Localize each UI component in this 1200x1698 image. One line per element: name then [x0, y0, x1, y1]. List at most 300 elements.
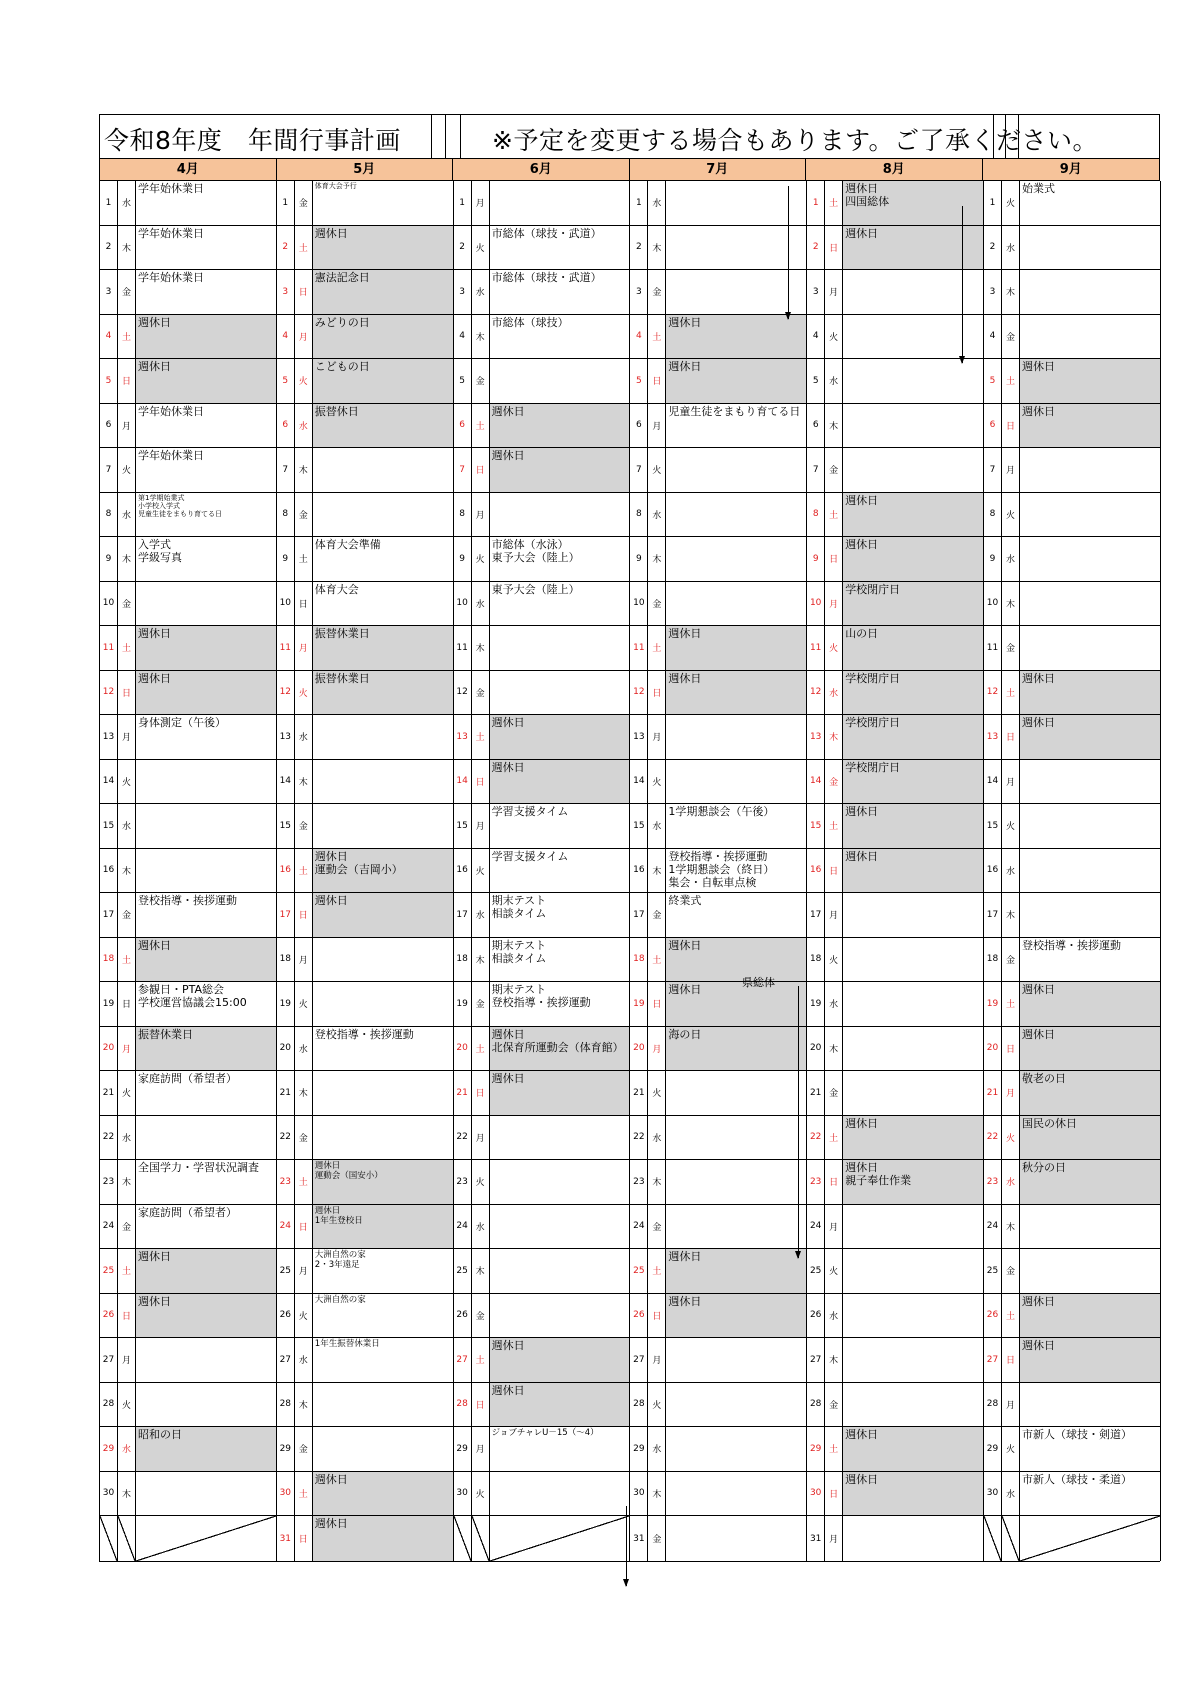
day-number: 31	[277, 1516, 295, 1561]
day-number: 11	[807, 626, 825, 670]
day-number: 17	[277, 893, 295, 937]
day-row	[100, 671, 276, 716]
day-row	[277, 1516, 453, 1561]
weekday: 月	[118, 1027, 136, 1071]
day-number: 4	[630, 315, 648, 359]
day-number: 29	[984, 1427, 1002, 1471]
day-number: 16	[984, 849, 1002, 893]
weekday: 金	[472, 1294, 490, 1338]
event-cell	[666, 582, 806, 626]
weekday: 日	[648, 359, 666, 403]
day-row	[630, 671, 806, 716]
weekday: 水	[1002, 226, 1020, 270]
event-cell	[666, 226, 806, 270]
day-row	[454, 671, 630, 716]
weekday: 月	[118, 715, 136, 759]
event-cell	[1020, 315, 1160, 359]
day-row	[100, 1027, 276, 1072]
day-number: 5	[454, 359, 472, 403]
day-row	[807, 582, 983, 627]
day-row	[807, 1205, 983, 1250]
day-number: 25	[807, 1249, 825, 1293]
day-number: 21	[100, 1071, 118, 1115]
weekday: 金	[118, 270, 136, 314]
day-row	[454, 715, 630, 760]
day-row	[630, 1160, 806, 1205]
event-cell: 海の日	[666, 1027, 806, 1071]
title-divider	[431, 115, 432, 158]
day-number: 8	[984, 493, 1002, 537]
day-number: 28	[454, 1383, 472, 1427]
day-row	[277, 404, 453, 449]
event-cell: 学校閉庁日	[843, 582, 983, 626]
day-number: 30	[630, 1472, 648, 1516]
event-cell: 週休日	[136, 359, 276, 403]
day-number: 21	[630, 1071, 648, 1115]
event-cell: 週休日	[666, 315, 806, 359]
day-number: 16	[630, 849, 648, 893]
day-row	[630, 1205, 806, 1250]
day-number: 18	[807, 938, 825, 982]
day-number: 20	[454, 1027, 472, 1071]
day-row	[454, 181, 630, 226]
weekday: 金	[295, 804, 313, 848]
event-cell: 週休日	[313, 1516, 453, 1561]
day-row	[630, 893, 806, 938]
weekday: 金	[825, 448, 843, 492]
day-row	[100, 1383, 276, 1428]
day-number: 20	[100, 1027, 118, 1071]
day-row	[100, 626, 276, 671]
event-cell: 憲法記念日	[313, 270, 453, 314]
event-cell	[313, 493, 453, 537]
day-number: 15	[277, 804, 295, 848]
weekday: 日	[295, 1205, 313, 1249]
day-row	[454, 1294, 630, 1339]
day-row	[100, 315, 276, 360]
weekday: 月	[648, 1338, 666, 1382]
weekday: 土	[648, 626, 666, 670]
calendar-grid-wrap	[99, 181, 1160, 1562]
day-row	[454, 1383, 630, 1428]
weekday: 月	[472, 493, 490, 537]
day-row	[100, 537, 276, 582]
day-number: 29	[100, 1427, 118, 1471]
event-cell	[843, 1205, 983, 1249]
day-number: 8	[454, 493, 472, 537]
event-cell: 学年始休業日	[138, 182, 204, 195]
event-cell: 週休日	[843, 493, 983, 537]
event-cell: 週休日	[490, 1338, 630, 1382]
duration-arrow	[962, 206, 963, 363]
event-cell: 週休日	[136, 671, 276, 715]
weekday: 日	[472, 1071, 490, 1115]
day-row	[277, 1383, 453, 1428]
day-number: 1	[984, 181, 1002, 225]
day-row	[100, 226, 276, 271]
day-row	[984, 493, 1160, 538]
notice-text: ※予定を変更する場合もあります。ご了承ください。	[492, 126, 1098, 155]
day-row	[454, 1249, 630, 1294]
day-number: 22	[807, 1116, 825, 1160]
event-cell	[843, 982, 983, 1026]
weekday: 日	[118, 359, 136, 403]
weekday: 土	[472, 1027, 490, 1071]
event-cell	[1020, 226, 1160, 270]
day-row	[630, 715, 806, 760]
day-number: 5	[277, 359, 295, 403]
weekday: 土	[295, 537, 313, 581]
event-cell	[666, 1116, 806, 1160]
weekday: 水	[118, 1427, 136, 1471]
day-number	[100, 1516, 118, 1561]
day-row	[984, 270, 1160, 315]
event-cell	[666, 1071, 806, 1115]
day-row	[100, 1427, 276, 1472]
day-row	[807, 982, 983, 1027]
event-cell	[666, 1516, 806, 1561]
day-row	[454, 1338, 630, 1383]
event-cell	[1020, 582, 1160, 626]
event-cell	[136, 760, 276, 804]
event-cell: 期末テスト 登校指導・挨拶運動	[491, 983, 591, 1009]
day-number: 21	[454, 1071, 472, 1115]
weekday: 木	[825, 1027, 843, 1071]
weekday: 金	[118, 582, 136, 626]
day-row	[454, 1472, 630, 1517]
day-row	[454, 270, 630, 315]
day-number: 21	[277, 1071, 295, 1115]
day-number: 19	[984, 982, 1002, 1026]
event-cell: 学年始休業日	[138, 271, 204, 284]
day-number: 12	[630, 671, 648, 715]
event-cell: 週休日	[1020, 1294, 1160, 1338]
event-cell	[136, 1383, 276, 1427]
weekday: 水	[1002, 1472, 1020, 1516]
event-cell: 週休日 1年生登校日	[313, 1205, 453, 1249]
day-row	[807, 448, 983, 493]
day-row	[984, 1071, 1160, 1116]
event-cell	[666, 448, 806, 492]
month-column	[630, 181, 807, 1561]
day-row	[984, 1249, 1160, 1294]
event-cell	[313, 1383, 453, 1427]
weekday: 木	[118, 1472, 136, 1516]
day-row	[454, 315, 630, 360]
weekday: 土	[1002, 671, 1020, 715]
event-cell: 大洲自然の家	[314, 1294, 366, 1305]
weekday: 水	[1002, 849, 1020, 893]
event-cell	[843, 1249, 983, 1293]
event-cell	[1020, 760, 1160, 804]
weekday: 土	[648, 938, 666, 982]
day-number: 21	[807, 1071, 825, 1115]
day-row	[277, 804, 453, 849]
weekday: 火	[472, 537, 490, 581]
day-number: 23	[277, 1160, 295, 1204]
day-row	[100, 1338, 276, 1383]
day-row	[454, 404, 630, 449]
day-number: 28	[630, 1383, 648, 1427]
day-row	[454, 1160, 630, 1205]
event-cell	[1020, 493, 1160, 537]
day-number: 19	[100, 982, 118, 1026]
day-number: 18	[454, 938, 472, 982]
day-row	[277, 270, 453, 315]
weekday: 金	[825, 1383, 843, 1427]
day-row	[984, 315, 1160, 360]
day-row	[807, 404, 983, 449]
day-number: 22	[984, 1116, 1002, 1160]
weekday: 火	[825, 1249, 843, 1293]
day-row	[807, 1027, 983, 1072]
day-row	[984, 1294, 1160, 1339]
weekday: 月	[472, 804, 490, 848]
day-row	[454, 226, 630, 271]
day-number: 9	[100, 537, 118, 581]
day-number: 5	[984, 359, 1002, 403]
event-cell	[843, 1516, 983, 1561]
day-row	[630, 270, 806, 315]
day-row	[807, 226, 983, 271]
day-number: 25	[454, 1249, 472, 1293]
day-row	[630, 1116, 806, 1161]
day-number: 12	[984, 671, 1002, 715]
event-cell: 週休日	[313, 226, 453, 270]
day-row	[277, 1027, 453, 1072]
day-row	[454, 582, 630, 627]
event-cell	[490, 1472, 630, 1516]
day-row	[984, 893, 1160, 938]
weekday: 日	[118, 1294, 136, 1338]
weekday: 水	[472, 582, 490, 626]
day-number: 26	[984, 1294, 1002, 1338]
day-number: 24	[984, 1205, 1002, 1249]
day-number: 26	[454, 1294, 472, 1338]
day-row	[630, 582, 806, 627]
day-number: 3	[630, 270, 648, 314]
event-cell	[313, 982, 453, 1026]
day-number: 2	[984, 226, 1002, 270]
day-row	[807, 1383, 983, 1428]
day-number: 6	[454, 404, 472, 448]
weekday: 木	[1002, 893, 1020, 937]
weekday: 日	[472, 1383, 490, 1427]
day-row	[454, 893, 630, 938]
day-number: 28	[807, 1383, 825, 1427]
day-row	[807, 893, 983, 938]
day-row	[984, 1116, 1160, 1161]
day-number: 1	[630, 181, 648, 225]
day-row	[807, 1427, 983, 1472]
day-number	[454, 1516, 472, 1561]
day-row	[984, 849, 1160, 894]
day-row	[100, 1160, 276, 1205]
weekday: 土	[825, 493, 843, 537]
day-number: 7	[807, 448, 825, 492]
weekday: 木	[295, 1071, 313, 1115]
day-number: 2	[630, 226, 648, 270]
day-row	[807, 715, 983, 760]
day-row	[100, 448, 276, 493]
event-cell: 週休日	[490, 448, 630, 492]
day-row	[277, 493, 453, 538]
event-cell	[136, 1116, 276, 1160]
day-row	[984, 404, 1160, 449]
weekday	[472, 1516, 490, 1561]
day-row	[807, 938, 983, 983]
day-row	[984, 1205, 1160, 1250]
event-cell	[490, 493, 630, 537]
weekday: 土	[295, 849, 313, 893]
month-header: 4月	[100, 159, 277, 180]
event-cell: 学年始休業日	[138, 404, 204, 418]
event-cell: みどりの日	[313, 315, 453, 359]
day-row	[630, 626, 806, 671]
day-row	[807, 626, 983, 671]
event-cell: 週休日	[136, 938, 276, 982]
weekday: 日	[825, 1472, 843, 1516]
day-number: 10	[630, 582, 648, 626]
day-row	[454, 1071, 630, 1116]
day-row	[630, 1472, 806, 1517]
day-number: 9	[454, 537, 472, 581]
day-number: 23	[807, 1160, 825, 1204]
day-number: 26	[277, 1294, 295, 1338]
event-cell	[1020, 448, 1160, 492]
day-number: 27	[984, 1338, 1002, 1382]
event-cell: 週休日	[666, 1249, 806, 1293]
weekday: 月	[825, 893, 843, 937]
day-number: 29	[630, 1427, 648, 1471]
day-row	[100, 1071, 276, 1116]
day-row	[984, 1516, 1160, 1561]
day-row	[630, 1294, 806, 1339]
weekday: 水	[648, 493, 666, 537]
weekday: 火	[1002, 1427, 1020, 1471]
day-number: 14	[630, 760, 648, 804]
weekday: 日	[472, 448, 490, 492]
event-cell: 振替休日	[313, 404, 453, 448]
weekday: 土	[648, 315, 666, 359]
event-cell	[843, 1027, 983, 1071]
event-cell: 市新人（球技・柔道）	[1021, 1472, 1132, 1486]
weekday: 木	[472, 626, 490, 670]
weekday: 火	[472, 1472, 490, 1516]
day-row	[630, 493, 806, 538]
weekday: 土	[825, 804, 843, 848]
day-row	[984, 626, 1160, 671]
day-row	[984, 1338, 1160, 1383]
event-cell	[1020, 1205, 1160, 1249]
day-number: 10	[807, 582, 825, 626]
event-cell: 第1学期始業式 小学校入学式 児童生徒をまもり育てる日	[138, 493, 222, 518]
day-number: 2	[807, 226, 825, 270]
event-cell: 学校閉庁日	[843, 671, 983, 715]
weekday: 土	[118, 938, 136, 982]
weekday: 月	[825, 1205, 843, 1249]
day-number: 3	[100, 270, 118, 314]
event-cell	[1020, 893, 1160, 937]
weekday: 木	[295, 1383, 313, 1427]
event-cell: 週休日	[490, 1071, 630, 1115]
day-row	[984, 582, 1160, 627]
event-cell: 週休日	[666, 671, 806, 715]
event-cell: 週休日	[313, 893, 453, 937]
weekday: 月	[118, 404, 136, 448]
event-cell	[490, 1160, 630, 1204]
month-header: 6月	[453, 159, 630, 180]
day-row	[630, 226, 806, 271]
weekday: 金	[648, 270, 666, 314]
event-cell: 終業式	[668, 894, 702, 907]
day-row	[630, 315, 806, 360]
event-cell: 週休日 運動会（吉岡小）	[313, 849, 453, 893]
event-cell: 週休日	[313, 1472, 453, 1516]
weekday: 木	[825, 1338, 843, 1382]
weekday: 火	[118, 1383, 136, 1427]
day-row	[807, 1516, 983, 1561]
day-number: 22	[454, 1116, 472, 1160]
day-number: 4	[454, 315, 472, 359]
day-number: 8	[277, 493, 295, 537]
day-row	[807, 270, 983, 315]
day-row	[454, 359, 630, 404]
weekday: 土	[1002, 1294, 1020, 1338]
weekday: 月	[1002, 760, 1020, 804]
day-number: 1	[807, 181, 825, 225]
day-row	[630, 404, 806, 449]
month-header: 5月	[277, 159, 454, 180]
day-number: 6	[277, 404, 295, 448]
day-number: 25	[984, 1249, 1002, 1293]
day-row	[454, 1205, 630, 1250]
weekday: 火	[472, 1160, 490, 1204]
day-row	[277, 849, 453, 894]
day-number: 12	[100, 671, 118, 715]
event-cell: 週休日	[490, 1383, 630, 1427]
day-number: 29	[807, 1427, 825, 1471]
event-cell	[490, 1249, 630, 1293]
day-row	[454, 760, 630, 805]
event-cell: 市新人（球技・剣道）	[1021, 1428, 1132, 1441]
day-number: 27	[630, 1338, 648, 1382]
event-cell	[666, 760, 806, 804]
event-cell	[843, 1338, 983, 1382]
day-row	[984, 671, 1160, 716]
day-number: 30	[100, 1472, 118, 1516]
weekday: 土	[295, 1472, 313, 1516]
weekday: 火	[118, 448, 136, 492]
day-row	[100, 1294, 276, 1339]
day-number: 3	[807, 270, 825, 314]
event-cell	[313, 804, 453, 848]
day-row	[807, 1116, 983, 1161]
event-cell	[1020, 626, 1160, 670]
weekday: 月	[825, 270, 843, 314]
event-cell	[490, 181, 630, 225]
event-cell: 昭和の日	[136, 1427, 276, 1471]
day-number: 12	[454, 671, 472, 715]
weekday: 月	[472, 1427, 490, 1471]
day-number: 29	[454, 1427, 472, 1471]
weekday: 土	[118, 315, 136, 359]
day-number: 2	[454, 226, 472, 270]
event-cell: 週休日 親子奉仕作業	[843, 1160, 983, 1204]
day-row	[100, 982, 276, 1027]
day-row	[277, 537, 453, 582]
event-cell: 週休日	[843, 849, 983, 893]
